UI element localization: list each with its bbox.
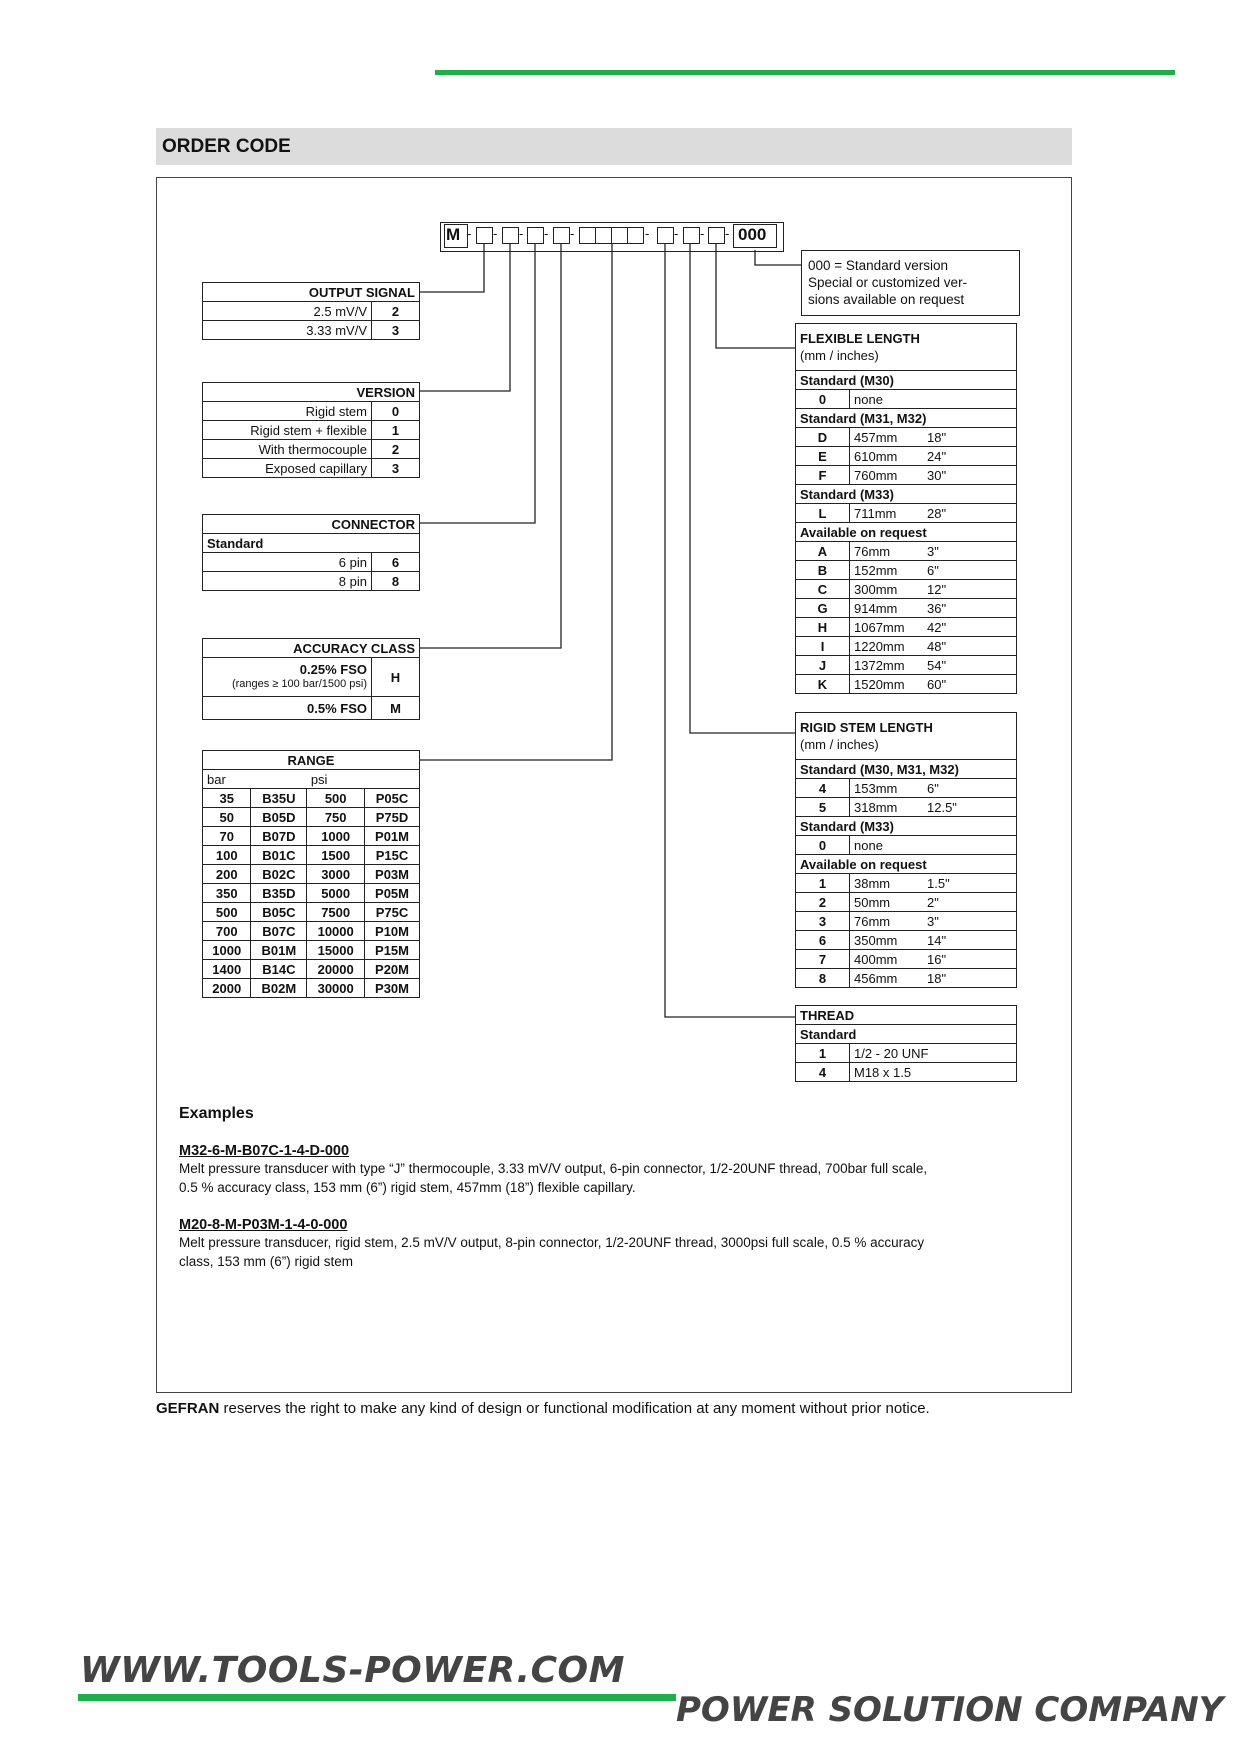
row-mm: none <box>850 390 924 409</box>
code-dash: - <box>493 226 498 241</box>
row-code: 1 <box>796 1044 850 1063</box>
row-code: H <box>796 618 850 637</box>
code-dash: - <box>700 226 705 241</box>
row-code: 0 <box>372 402 420 421</box>
table-row <box>203 553 420 572</box>
row-inches: 1.5" <box>923 874 1017 893</box>
row-inches: 42" <box>923 618 1017 637</box>
table-row <box>203 440 420 459</box>
row-code: 3 <box>372 459 420 478</box>
range-value: 20000 <box>307 960 365 979</box>
table-row <box>796 893 1017 912</box>
range-value: 500 <box>307 789 365 808</box>
output-signal-table <box>202 282 420 340</box>
connector-subtitle: Standard <box>203 534 420 553</box>
row-inches: 3" <box>923 542 1017 561</box>
row-mm: 76mm <box>850 912 924 931</box>
range-value: 750 <box>307 808 365 827</box>
range-value: 3000 <box>307 865 365 884</box>
range-value: 500 <box>203 903 251 922</box>
group-header: Standard (M30) <box>796 371 1017 390</box>
row-code: G <box>796 599 850 618</box>
range-code: P01M <box>365 827 420 846</box>
table-row <box>203 827 420 846</box>
row-inches: 18" <box>923 428 1017 447</box>
row-code: I <box>796 637 850 656</box>
table-row <box>796 390 1017 409</box>
row-code: 2 <box>796 893 850 912</box>
row-code: D <box>796 428 850 447</box>
row-label: 3.33 mV/V <box>203 321 372 340</box>
range-code: P20M <box>365 960 420 979</box>
range-code: P05M <box>365 884 420 903</box>
row-code: 0 <box>796 836 850 855</box>
row-mm: 300mm <box>850 580 924 599</box>
example-text: Melt pressure transducer with type “J” thermocouple, 3.33 mV/V output, 6-pin connector, 1/2-20UNF thread, 700bar full scale, <box>179 1161 928 1176</box>
code-slot-range-3 <box>611 227 628 244</box>
row-code: E <box>796 447 850 466</box>
table-row <box>203 903 420 922</box>
row-mm: 457mm <box>850 428 924 447</box>
group-header: Standard (M33) <box>796 817 1017 836</box>
row-code: H <box>372 658 420 697</box>
row-code: 2 <box>372 302 420 321</box>
code-dash: - <box>570 226 575 241</box>
table-row <box>796 447 1017 466</box>
row-inches: 36" <box>923 599 1017 618</box>
table-row <box>203 884 420 903</box>
table-row <box>796 675 1017 694</box>
group-header-row <box>796 523 1017 542</box>
flexible-length-units: (mm / inches) <box>800 348 879 363</box>
row-mm: 350mm <box>850 931 924 950</box>
row-label: 2.5 mV/V <box>203 302 372 321</box>
code-dash: - <box>467 226 472 241</box>
range-value: 1000 <box>203 941 251 960</box>
code-prefix-box <box>444 224 468 248</box>
row-code: C <box>796 580 850 599</box>
row-inches: 30" <box>923 466 1017 485</box>
row-inches: 28" <box>923 504 1017 523</box>
code-slot-rigid-stem <box>683 227 700 244</box>
range-value: 70 <box>203 827 251 846</box>
row-mm: 1372mm <box>850 656 924 675</box>
row-mm: 38mm <box>850 874 924 893</box>
table-row <box>203 808 420 827</box>
table-row <box>203 402 420 421</box>
code-dash: - <box>674 226 679 241</box>
row-code: K <box>796 675 850 694</box>
row-code: 8 <box>796 969 850 988</box>
disclaimer-text: reserves the right to make any kind of design or functional modification at any moment without prior notice. <box>219 1400 930 1417</box>
table-row <box>796 779 1017 798</box>
output-signal-title: OUTPUT SIGNAL <box>203 283 420 302</box>
row-code: J <box>796 656 850 675</box>
table-row <box>796 561 1017 580</box>
range-value: 7500 <box>307 903 365 922</box>
range-code: B35D <box>251 884 307 903</box>
code-dash: - <box>645 226 650 241</box>
rigid-stem-length-table <box>795 712 1017 988</box>
group-header-row <box>796 760 1017 779</box>
row-inches: 12.5" <box>923 798 1017 817</box>
flexible-length-title: FLEXIBLE LENGTH <box>800 331 920 346</box>
table-row <box>203 572 420 591</box>
range-code: P15C <box>365 846 420 865</box>
row-label: 6 pin <box>203 553 372 572</box>
range-value: 15000 <box>307 941 365 960</box>
group-header: Standard (M33) <box>796 485 1017 504</box>
website-url[interactable]: WWW.TOOLS-POWER.COM <box>80 1650 625 1691</box>
table-row <box>203 321 420 340</box>
code-slot-thread <box>657 227 674 244</box>
note-line: Special or customized ver- <box>808 275 968 290</box>
table-row <box>796 836 1017 855</box>
range-value: 10000 <box>307 922 365 941</box>
row-inches: 6" <box>923 561 1017 580</box>
row-value: 1/2 - 20 UNF <box>850 1044 1017 1063</box>
row-mm: 50mm <box>850 893 924 912</box>
range-code: P30M <box>365 979 420 998</box>
standard-version-note <box>801 250 1020 316</box>
row-mm: 914mm <box>850 599 924 618</box>
range-value: 1500 <box>307 846 365 865</box>
row-code: 7 <box>796 950 850 969</box>
range-code: B07C <box>251 922 307 941</box>
disclaimer <box>156 1400 930 1417</box>
group-header-row <box>796 485 1017 504</box>
table-row <box>203 789 420 808</box>
table-row <box>796 912 1017 931</box>
version-table <box>202 382 420 478</box>
row-code: 0 <box>796 390 850 409</box>
rigid-stem-title: RIGID STEM LENGTH <box>800 720 933 735</box>
table-row <box>203 865 420 884</box>
range-value: 30000 <box>307 979 365 998</box>
table-row <box>796 504 1017 523</box>
row-label: Rigid stem + flexible <box>203 421 372 440</box>
note-line: sions available on request <box>808 292 965 307</box>
table-row <box>796 599 1017 618</box>
version-title: VERSION <box>203 383 420 402</box>
range-code: B02C <box>251 865 307 884</box>
group-header-row <box>796 855 1017 874</box>
table-row <box>203 658 420 697</box>
range-code: P03M <box>365 865 420 884</box>
row-code: F <box>796 466 850 485</box>
range-code: B35U <box>251 789 307 808</box>
range-code: P75D <box>365 808 420 827</box>
row-inches: 48" <box>923 637 1017 656</box>
row-inches: 60" <box>923 675 1017 694</box>
table-row <box>203 979 420 998</box>
row-inches <box>923 836 1017 855</box>
table-row <box>796 656 1017 675</box>
range-code: P05C <box>365 789 420 808</box>
code-suffix: 000 <box>738 225 767 244</box>
table-row <box>796 466 1017 485</box>
row-mm: 456mm <box>850 969 924 988</box>
example-text: Melt pressure transducer, rigid stem, 2.5 mV/V output, 8-pin connector, 1/2-20UNF thread, 3000psi full scale, 0.5 % accuracy <box>179 1235 925 1250</box>
row-code: 1 <box>372 421 420 440</box>
row-label: With thermocouple <box>203 440 372 459</box>
row-inches <box>923 390 1017 409</box>
code-slot-range-1 <box>579 227 596 244</box>
table-row <box>203 941 420 960</box>
row-mm: 153mm <box>850 779 924 798</box>
row-label: Exposed capillary <box>203 459 372 478</box>
range-value: 100 <box>203 846 251 865</box>
row-inches: 12" <box>923 580 1017 599</box>
row-inches: 2" <box>923 893 1017 912</box>
code-dash: - <box>519 226 524 241</box>
connector-title: CONNECTOR <box>203 515 420 534</box>
row-code: 4 <box>796 779 850 798</box>
example-code: M32-6-M-B07C-1-4-D-000 <box>179 1143 350 1159</box>
table-row <box>203 421 420 440</box>
table-row <box>796 542 1017 561</box>
code-slot-range-4 <box>627 227 644 244</box>
row-code: 6 <box>796 931 850 950</box>
range-code: B05D <box>251 808 307 827</box>
group-header-row <box>796 817 1017 836</box>
row-label: Rigid stem <box>203 402 372 421</box>
row-mm: 711mm <box>850 504 924 523</box>
row-label: 0.5% FSO <box>203 697 372 720</box>
table-row <box>796 798 1017 817</box>
table-row <box>796 969 1017 988</box>
table-row <box>796 580 1017 599</box>
example-block <box>179 1217 1019 1271</box>
group-header: Available on request <box>796 855 1017 874</box>
range-title: RANGE <box>203 751 420 770</box>
range-value: 1000 <box>307 827 365 846</box>
example-text: class, 153 mm (6”) rigid stem <box>179 1254 354 1269</box>
code-prefix: M <box>446 225 461 244</box>
row-inches: 54" <box>923 656 1017 675</box>
connector-table <box>202 514 420 591</box>
range-col-bar: bar <box>203 770 307 789</box>
row-code: A <box>796 542 850 561</box>
footer-accent-bar <box>78 1694 676 1701</box>
group-header: Available on request <box>796 523 1017 542</box>
brand-name: GEFRAN <box>156 1400 220 1417</box>
range-value: 350 <box>203 884 251 903</box>
row-code: B <box>796 561 850 580</box>
company-tagline: POWER SOLUTION COMPANY <box>676 1690 1224 1730</box>
row-code: 3 <box>796 912 850 931</box>
row-code: 1 <box>796 874 850 893</box>
range-code: B02M <box>251 979 307 998</box>
range-col-psi: psi <box>307 770 420 789</box>
row-mm: 152mm <box>850 561 924 580</box>
thread-subtitle: Standard <box>796 1025 1017 1044</box>
table-row <box>796 931 1017 950</box>
thread-table <box>795 1005 1017 1082</box>
group-header: Standard (M31, M32) <box>796 409 1017 428</box>
range-code: B14C <box>251 960 307 979</box>
range-code: B01C <box>251 846 307 865</box>
row-inches: 24" <box>923 447 1017 466</box>
range-code: B05C <box>251 903 307 922</box>
row-code: L <box>796 504 850 523</box>
range-code: P15M <box>365 941 420 960</box>
code-slot-flexible <box>708 227 725 244</box>
example-text: 0.5 % accuracy class, 153 mm (6”) rigid stem, 457mm (18”) flexible capillary. <box>179 1180 636 1195</box>
flexible-length-table <box>795 323 1017 694</box>
code-slot-version <box>502 227 519 244</box>
table-row <box>796 1044 1017 1063</box>
row-mm: 318mm <box>850 798 924 817</box>
table-row <box>203 697 420 720</box>
table-row <box>796 874 1017 893</box>
code-slot-connector <box>527 227 544 244</box>
accuracy-title: ACCURACY CLASS <box>203 639 420 658</box>
group-header-row <box>796 409 1017 428</box>
range-value: 1400 <box>203 960 251 979</box>
range-code: P10M <box>365 922 420 941</box>
row-mm: 400mm <box>850 950 924 969</box>
range-table <box>202 750 420 998</box>
table-row <box>796 637 1017 656</box>
row-inches: 6" <box>923 779 1017 798</box>
table-row <box>796 950 1017 969</box>
range-value: 2000 <box>203 979 251 998</box>
code-slot-accuracy <box>553 227 570 244</box>
row-mm: none <box>850 836 924 855</box>
row-mm: 1520mm <box>850 675 924 694</box>
range-code: P75C <box>365 903 420 922</box>
code-slot-output <box>476 227 493 244</box>
code-slot-range-2 <box>595 227 612 244</box>
table-row <box>203 922 420 941</box>
row-inches: 14" <box>923 931 1017 950</box>
row-mm: 1220mm <box>850 637 924 656</box>
row-code: 2 <box>372 440 420 459</box>
range-value: 200 <box>203 865 251 884</box>
example-block <box>179 1143 1019 1197</box>
table-row <box>796 618 1017 637</box>
rigid-stem-units: (mm / inches) <box>800 737 879 752</box>
note-line: 000 = Standard version <box>808 258 948 273</box>
examples-title: Examples <box>179 1105 254 1122</box>
row-note: (ranges ≥ 100 bar/1500 psi) <box>231 678 367 690</box>
row-mm: 1067mm <box>850 618 924 637</box>
accuracy-class-table <box>202 638 420 720</box>
range-code: B07D <box>251 827 307 846</box>
table-row <box>203 302 420 321</box>
row-label: 8 pin <box>203 572 372 591</box>
group-header-row <box>796 371 1017 390</box>
row-code: M <box>372 697 420 720</box>
section-title: ORDER CODE <box>162 136 291 157</box>
code-dash: - <box>544 226 549 241</box>
range-value: 35 <box>203 789 251 808</box>
row-inches: 3" <box>923 912 1017 931</box>
range-value: 700 <box>203 922 251 941</box>
range-code: B01M <box>251 941 307 960</box>
row-label: 0.25% FSO <box>299 662 367 677</box>
row-code: 4 <box>796 1063 850 1082</box>
range-value: 5000 <box>307 884 365 903</box>
row-code: 6 <box>372 553 420 572</box>
group-header: Standard (M30, M31, M32) <box>796 760 1017 779</box>
table-row <box>796 428 1017 447</box>
row-code: 8 <box>372 572 420 591</box>
row-value: M18 x 1.5 <box>850 1063 1017 1082</box>
row-mm: 610mm <box>850 447 924 466</box>
thread-title: THREAD <box>796 1006 1017 1025</box>
row-code: 3 <box>372 321 420 340</box>
example-code: M20-8-M-P03M-1-4-0-000 <box>179 1217 348 1233</box>
table-row <box>796 1063 1017 1082</box>
table-row <box>203 960 420 979</box>
table-row <box>203 459 420 478</box>
row-code: 5 <box>796 798 850 817</box>
row-inches: 18" <box>923 969 1017 988</box>
code-dash: - <box>725 226 730 241</box>
row-mm: 760mm <box>850 466 924 485</box>
range-value: 50 <box>203 808 251 827</box>
row-mm: 76mm <box>850 542 924 561</box>
table-row <box>203 846 420 865</box>
row-inches: 16" <box>923 950 1017 969</box>
